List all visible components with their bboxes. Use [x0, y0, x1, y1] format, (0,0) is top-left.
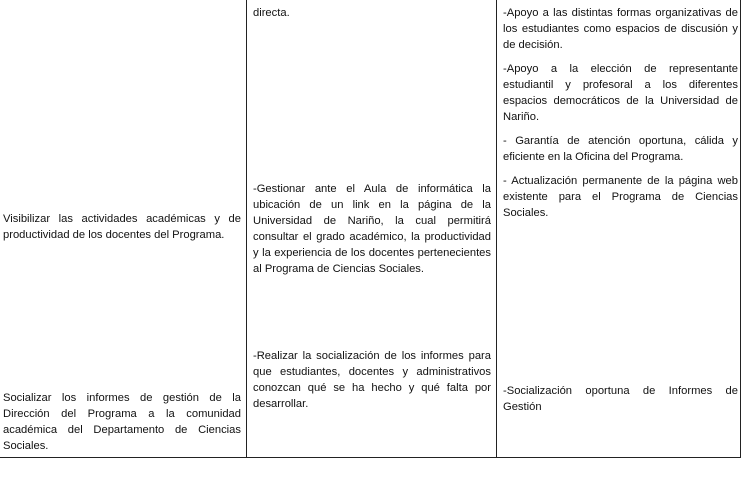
table-cell-objective: [3, 390, 241, 454]
table-cell-activities: [503, 5, 738, 221]
activity-item: - Garantía de atención oportuna, cálida y eficiente en la Oficina del Programa.: [503, 135, 738, 163]
cell-text: Socializar los informes de gestión de la Dirección del Programa a la comunidad académica del Departamento de Ciencias Sociales.: [3, 392, 241, 452]
cell-text: directa.: [253, 7, 290, 19]
table-cell-action-continued: [253, 5, 491, 21]
activity-item: -Apoyo a la elección de representante estudiantil y profesoral a los diferentes espacios democráticos de la Universidad de Nariño.: [503, 63, 738, 123]
table-cell-objective: [3, 211, 241, 243]
table-cell-action: [253, 348, 491, 412]
cell-text: -Socialización oportuna de Informes de Gestión: [503, 385, 738, 413]
table-cell-action: [253, 181, 491, 277]
column-divider: [496, 0, 497, 458]
activity-item: -Apoyo a las distintas formas organizativas de los estudiantes como espacios de discusión y de decisión.: [503, 7, 738, 51]
cell-text: Visibilizar las actividades académicas y de productividad de los docentes del Programa.: [3, 213, 241, 241]
column-divider: [246, 0, 247, 458]
table-cell-activities: [503, 383, 738, 415]
cell-text: -Gestionar ante el Aula de informática la ubicación de un link en la página de la Universidad de Nariño, la cual permitirá consultar el grado académico, la productividad y la experiencia de los docentes pertenecientes al Programa de Ciencias Sociales.: [253, 183, 491, 275]
activity-item: - Actualización permanente de la página web existente para el Programa de Ciencias Sociales.: [503, 175, 738, 219]
cell-text: -Realizar la socialización de los informes para que estudiantes, docentes y administrativos conozcan qué se ha hecho y qué falta por desarrollar.: [253, 350, 491, 410]
